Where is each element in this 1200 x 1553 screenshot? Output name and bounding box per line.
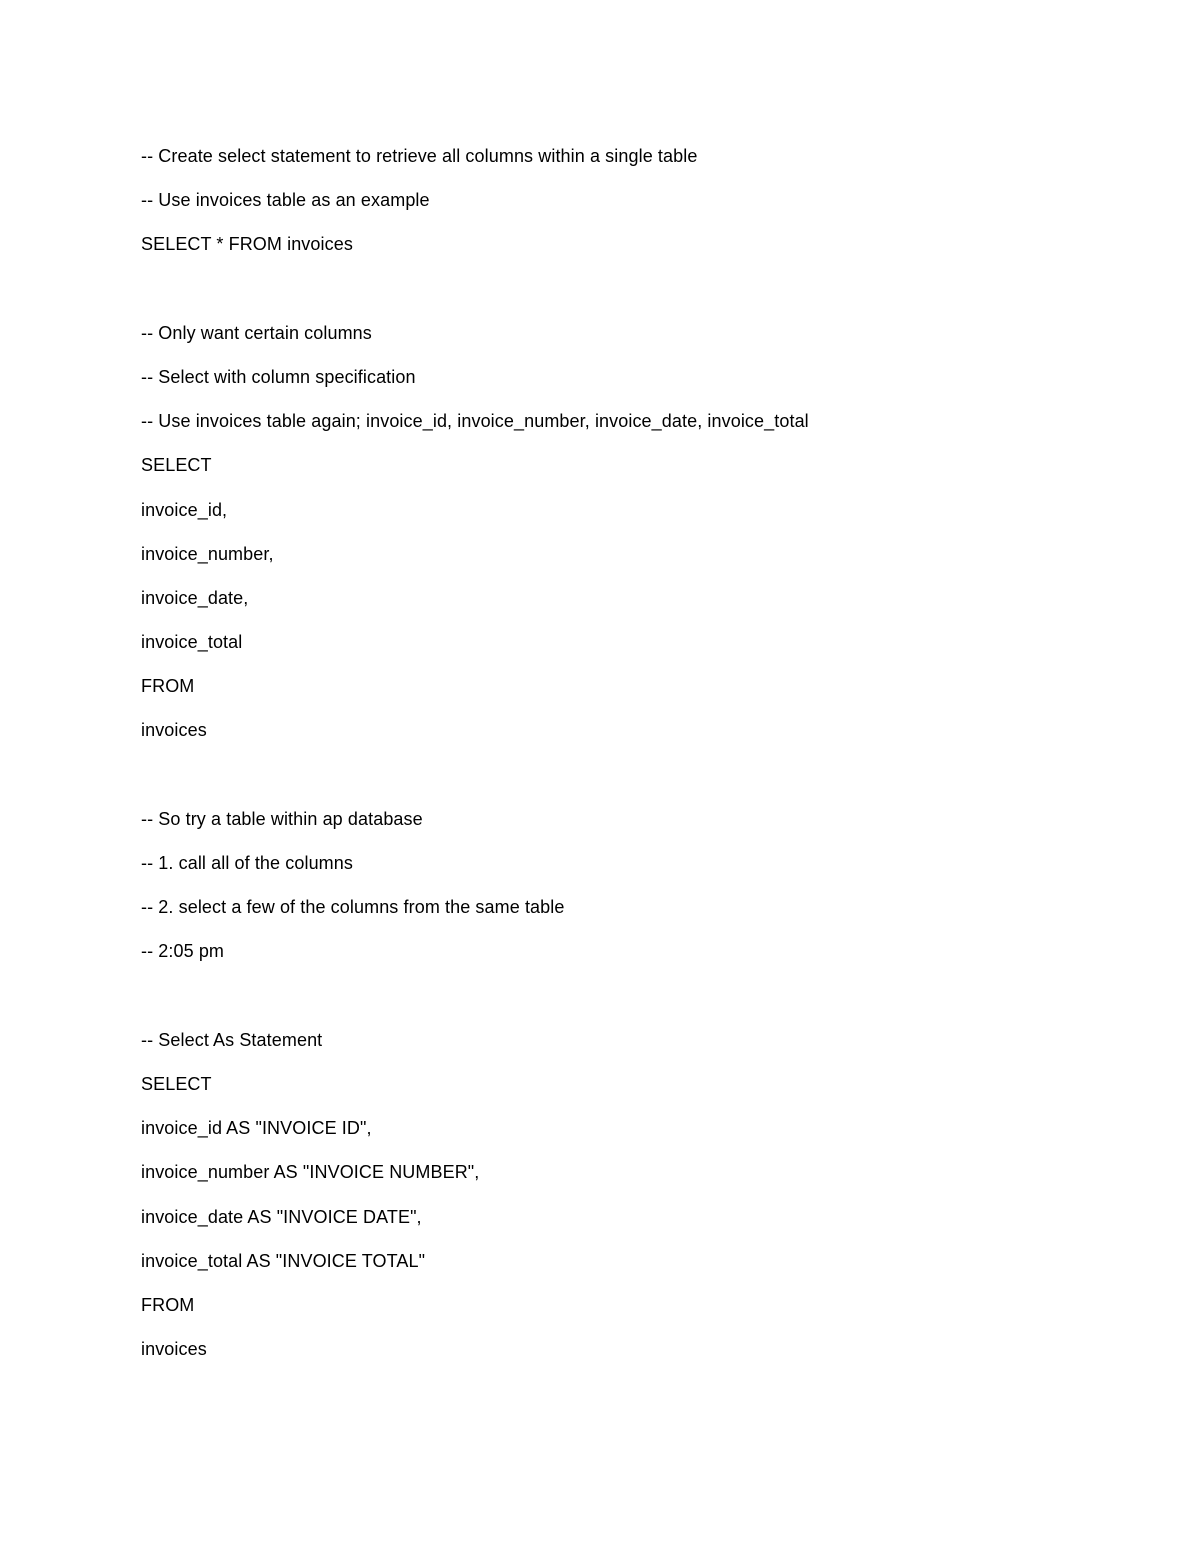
sql-line: SELECT * FROM invoices — [141, 234, 353, 255]
sql-line: invoice_date, — [141, 587, 249, 608]
comment-line: -- So try a table within ap database — [141, 808, 423, 829]
sql-line: SELECT — [141, 1073, 212, 1094]
comment-line: -- Only want certain columns — [141, 322, 372, 343]
sql-line: invoice_id AS "INVOICE ID", — [141, 1118, 372, 1139]
comment-line: -- Use invoices table again; invoice_id, invoice_number, invoice_date, invoice_total — [141, 411, 809, 432]
sql-line: invoice_total — [141, 632, 243, 653]
sql-line: SELECT — [141, 455, 212, 476]
comment-line: -- Create select statement to retrieve all columns within a single table — [141, 146, 698, 166]
sql-line: invoice_total AS "INVOICE TOTAL" — [141, 1250, 426, 1271]
comment-line: -- 2. select a few of the columns from the same table — [141, 897, 565, 918]
blank-line — [141, 982, 1101, 1026]
sql-line: invoices — [141, 720, 207, 741]
comment-line: -- 1. call all of the columns — [141, 853, 353, 873]
sql-line: invoice_date AS "INVOICE DATE", — [141, 1206, 422, 1227]
comment-line: -- Use invoices table as an example — [141, 190, 430, 211]
sql-line: invoice_number AS "INVOICE NUMBER", — [141, 1162, 480, 1183]
blank-line — [141, 275, 1101, 319]
comment-line: -- Select As Statement — [141, 1029, 323, 1050]
document-body — [141, 142, 1101, 1379]
sql-line: FROM — [141, 676, 195, 697]
sql-line: invoice_number, — [141, 543, 274, 564]
comment-line: -- Select with column specification — [141, 366, 416, 387]
sql-line: FROM — [141, 1294, 195, 1315]
blank-line — [141, 761, 1101, 805]
sql-line: invoice_id, — [141, 499, 228, 520]
comment-line: -- 2:05 pm — [141, 941, 225, 962]
sql-line: invoices — [141, 1339, 207, 1360]
